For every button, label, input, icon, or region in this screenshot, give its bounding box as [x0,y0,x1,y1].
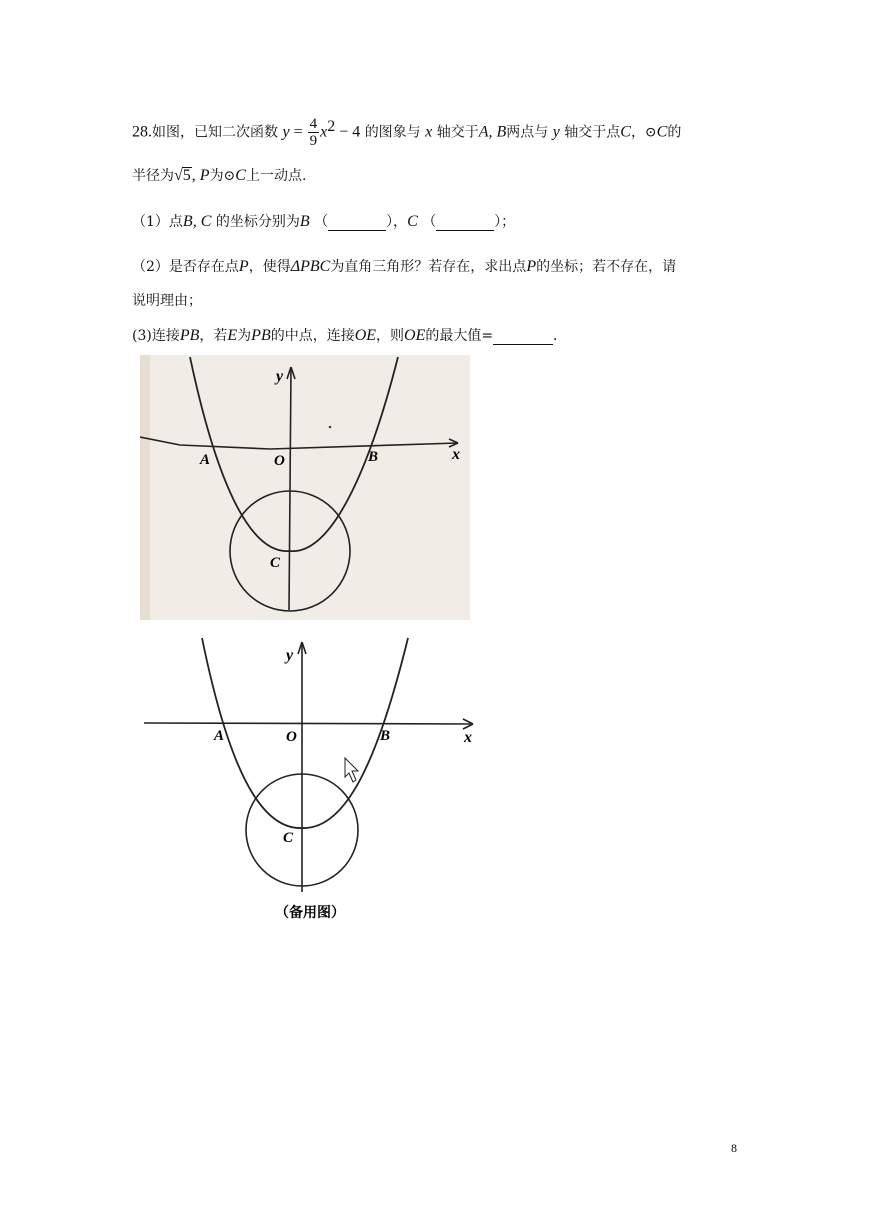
problem-number: 28. [132,123,152,141]
question-2-line-1: （2）是否存在点P，使得ΔPBC为直角三角形？若存在，求出点P的坐标；若不存在，请 [132,258,677,275]
label-x: x [464,729,472,746]
sqrt-symbol: √ [174,167,183,184]
label-o: O [286,729,297,745]
figure-caption: （备用图） [275,905,345,921]
label-c: C [270,555,281,571]
mouse-cursor-icon [345,758,358,782]
label-o: O [274,453,285,469]
label-y: y [286,647,294,664]
answer-blank-max[interactable] [493,330,553,345]
label-a: A [200,452,211,468]
fraction-4-9: $\frac{4}{9}$ [309,116,318,149]
answer-blank-c[interactable] [436,216,494,231]
scan-edge [140,355,150,620]
label-y: y [276,368,284,385]
question-2-line-2: 说明理由； [132,293,202,309]
figure-2 [140,630,480,930]
scan-speck [329,426,332,429]
parabola-curve [202,638,408,828]
label-c: C [283,830,294,846]
problem-line-2: 半径为√5, P为⊙C上一动点. [132,167,307,184]
problem-line-1: 28.如图，已知二次函数 y = $\frac{4}{9}$ $x^2 - 4$ 的图象与 x 轴交于A, B两点与 y 轴交于点C，⊙C的 [132,116,682,149]
label-a: A [214,728,225,744]
answer-blank-b[interactable] [328,216,386,231]
label-x: x [452,446,460,463]
figure-1 [140,355,470,620]
question-1: （1）点B, C 的坐标分别为B （ ），C （ ）； [132,213,516,230]
question-3: (3)连接PB，若E为PB的中点，连接OE，则OE的最大值= . [132,327,558,344]
label-b: B [368,449,379,465]
page-number: 8 [731,1141,737,1155]
figure-1-background [140,355,470,620]
x-axis-line [144,723,473,724]
label-b: B [380,728,391,744]
